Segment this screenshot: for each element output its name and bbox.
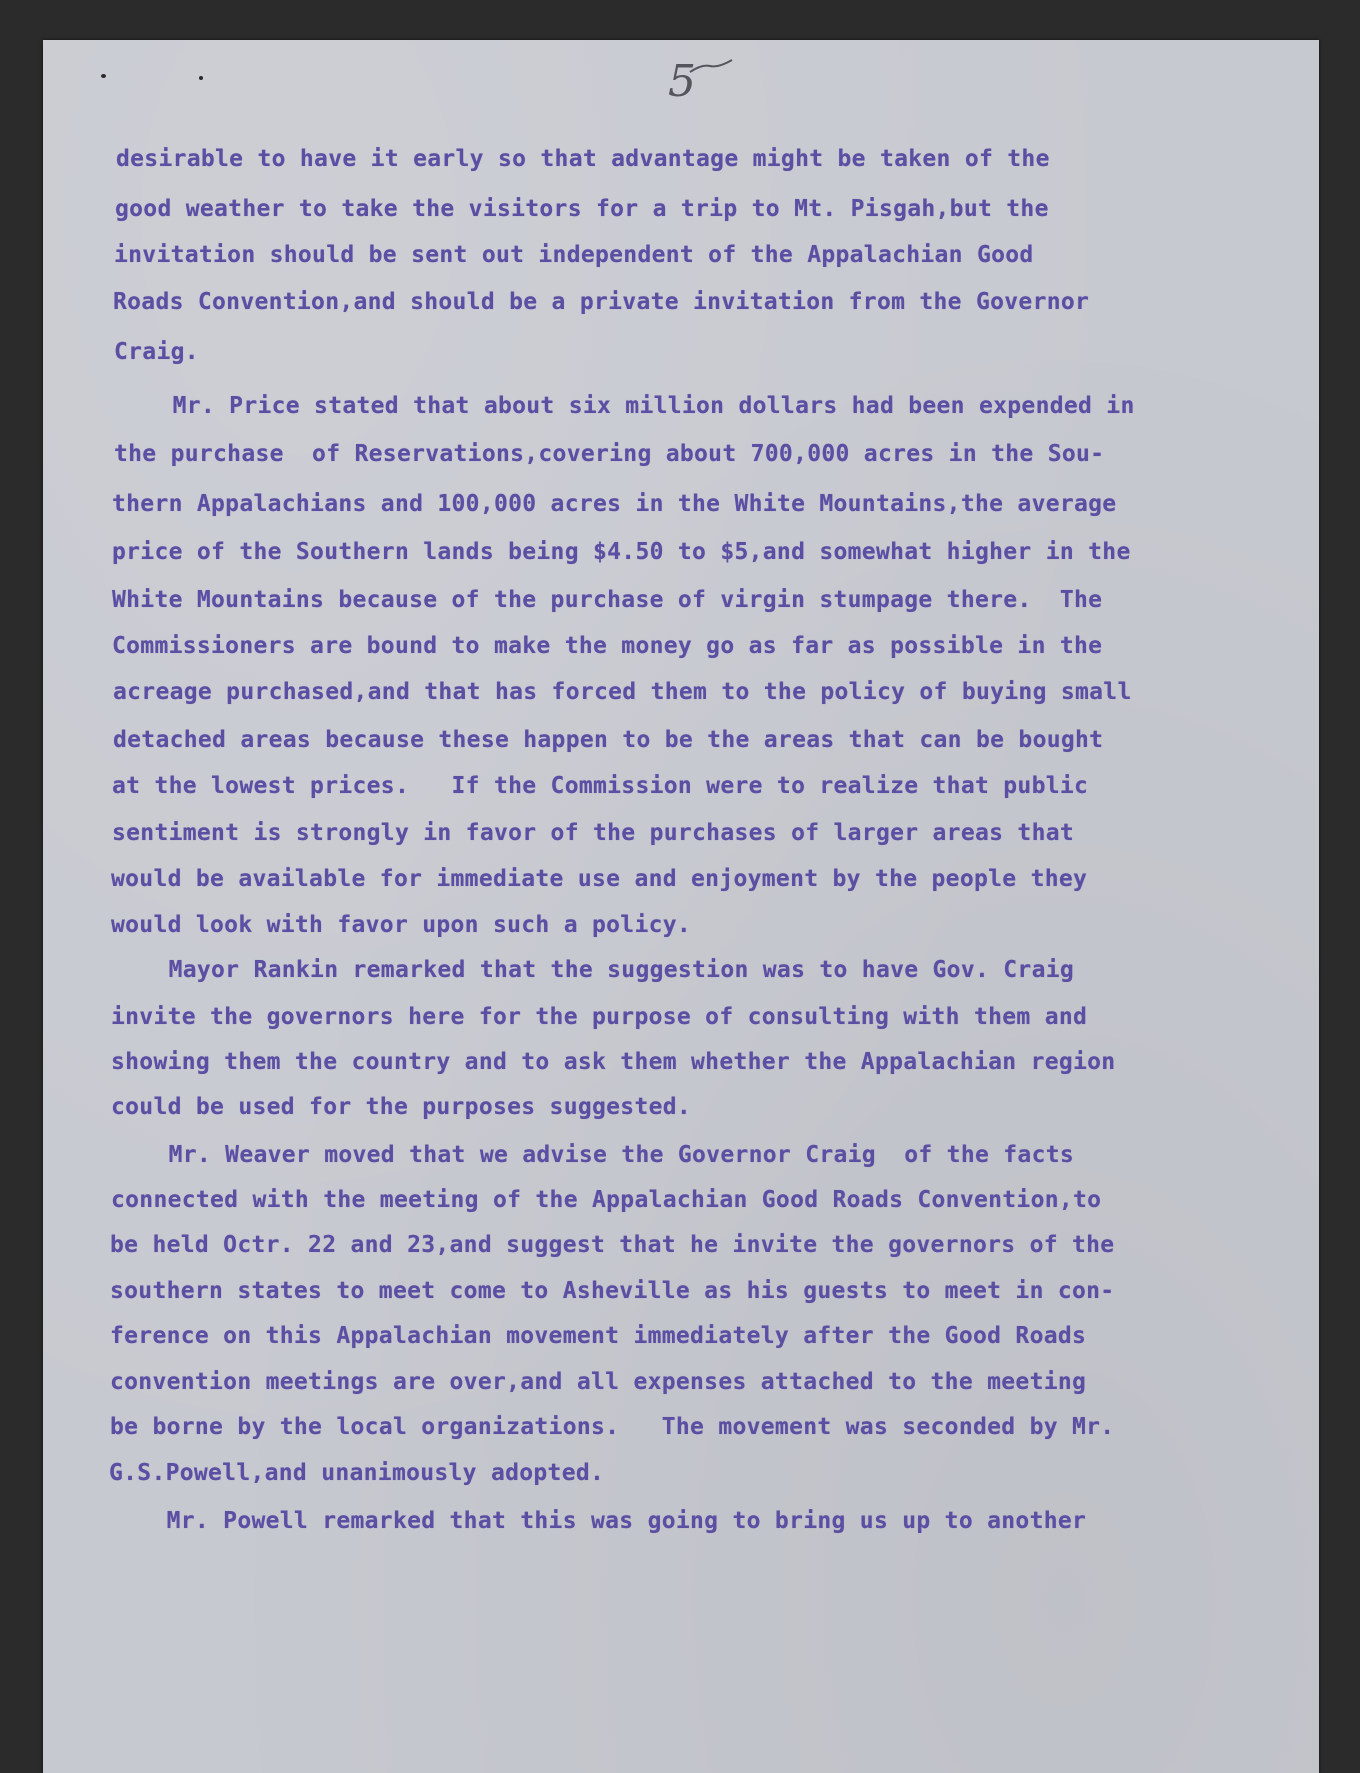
typed-line: sentiment is strongly in favor of the purchases of larger areas that <box>112 820 1075 846</box>
ink-speck <box>101 74 106 78</box>
page-number: 5 <box>668 56 696 107</box>
typed-line: at the lowest prices. If the Commission were to realize that public <box>112 773 1089 799</box>
typed-line: Roads Convention,and should be a private invitation from the Governor <box>113 289 1090 315</box>
typed-line: be held Octr. 22 and 23,and suggest that he invite the governors of the <box>110 1232 1115 1258</box>
page-number-flourish <box>688 58 734 76</box>
typed-line: invitation should be sent out independent of the Appalachian Good <box>114 242 1034 268</box>
typed-line: good weather to take the visitors for a trip to Mt. Pisgah,but the <box>115 196 1049 222</box>
typed-line: would look with favor upon such a policy. <box>111 912 692 938</box>
typed-line: Mayor Rankin remarked that the suggestion was to have Gov. Craig <box>112 957 1075 983</box>
typed-line: be borne by the local organizations. The movement was seconded by Mr. <box>110 1414 1115 1440</box>
typed-line: acreage purchased,and that has forced them to the policy of buying small <box>113 679 1132 705</box>
typed-line: Mr. Powell remarked that this was going to bring us up to another <box>110 1508 1087 1534</box>
typed-line: would be available for immediate use and enjoyment by the people they <box>111 866 1088 892</box>
typed-line: detached areas because these happen to be the areas that can be bought <box>113 727 1104 753</box>
typed-line: showing them the country and to ask them whether the Appalachian region <box>111 1049 1116 1075</box>
typed-line: invite the governors here for the purpose of consulting with them and <box>111 1004 1088 1030</box>
typed-line: connected with the meeting of the Appalachian Good Roads Convention,to <box>111 1187 1102 1213</box>
typed-line: Commissioners are bound to make the money go as far as possible in the <box>112 633 1103 659</box>
typed-line: White Mountains because of the purchase of virgin stumpage there. The <box>112 587 1103 613</box>
typed-line: southern states to meet come to Asheville as his guests to meet in con- <box>110 1278 1115 1304</box>
typed-line: G.S.Powell,and unanimously adopted. <box>109 1460 605 1486</box>
typed-line: Mr. Weaver moved that we advise the Governor Craig of the facts <box>112 1142 1075 1168</box>
typed-line: the purchase of Reservations,covering about 700,000 acres in the Sou- <box>114 441 1105 467</box>
typed-line: thern Appalachians and 100,000 acres in the White Mountains,the average <box>112 491 1117 517</box>
typed-line: price of the Southern lands being $4.50 to $5,and somewhat higher in the <box>112 539 1131 565</box>
typed-line: could be used for the purposes suggested. <box>111 1094 692 1120</box>
typed-line: ference on this Appalachian movement immediately after the Good Roads <box>110 1323 1087 1349</box>
typed-line: desirable to have it early so that advantage might be taken of the <box>116 146 1050 172</box>
typed-line: Craig. <box>114 339 199 365</box>
ink-speck <box>199 76 203 80</box>
typed-line: Mr. Price stated that about six million dollars had been expended in <box>116 393 1135 419</box>
typed-line: convention meetings are over,and all expenses attached to the meeting <box>110 1369 1087 1395</box>
